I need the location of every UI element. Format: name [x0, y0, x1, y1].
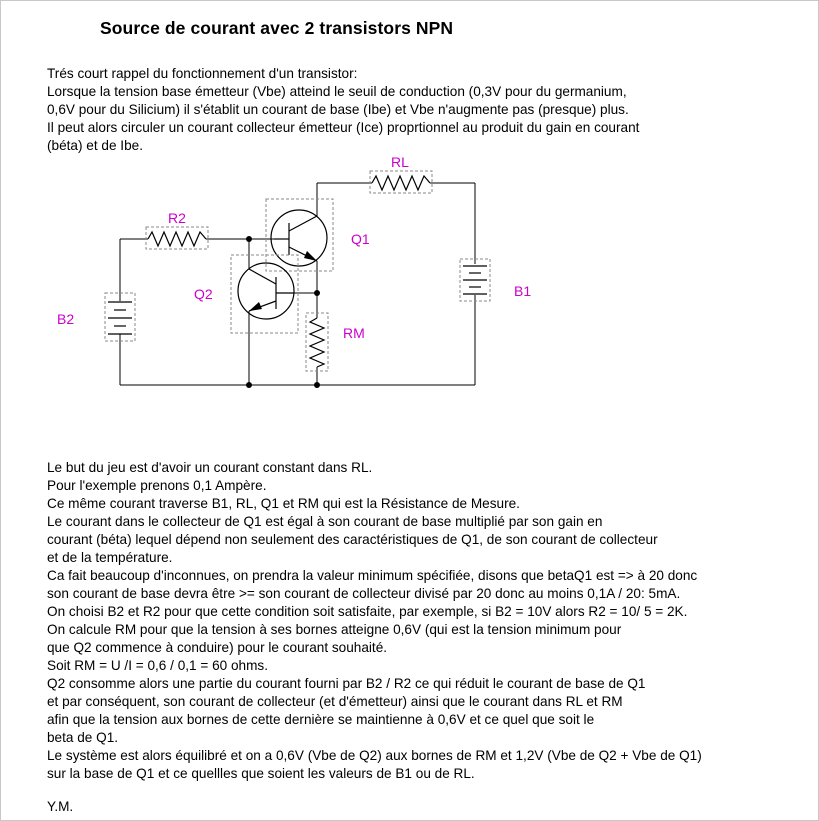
label-rl: RL [391, 154, 409, 170]
intro-line: Trés court rappel du fonctionnement d'un transistor: [47, 66, 358, 81]
body-line: et par conséquent, son courant de collecteur (et d'émetteur) ainsi que le courant dans RL et RM [47, 694, 623, 709]
body-line: Le courant dans le collecteur de Q1 est égal à son courant de base multiplié par son gain en [47, 514, 603, 529]
body-line: et de la température. [47, 550, 173, 565]
junction-dot [314, 382, 320, 388]
body-line: Pour l'exemple prenons 0,1 Ampère. [47, 478, 267, 493]
resistor-rl [370, 171, 432, 193]
label-rm: RM [343, 325, 365, 341]
body-line: afin que la tension aux bornes de cette dernière se maintienne à 0,6V et ce quel que soit le [47, 712, 595, 727]
transistor-q2 [231, 255, 298, 333]
page-title: Source de courant avec 2 transistors NPN [100, 18, 454, 38]
body-line: que Q2 commence à conduire) pour le courant souhaité. [47, 640, 388, 655]
body-line: beta de Q1. [47, 730, 119, 745]
intro-line: 0,6V pour du Silicium) il s'établit un courant de base (Ibe) et Vbe n'augmente pas (presque) plus. [47, 102, 629, 117]
junction-dot [246, 382, 252, 388]
intro-line: Lorsque la tension base émetteur (Vbe) atteind le seuil de conduction (0,3V pour du germanium, [47, 84, 627, 99]
body-line: Le but du jeu est d'avoir un courant constant dans RL. [47, 460, 373, 475]
label-b2: B2 [57, 311, 75, 327]
resistor-rm [306, 313, 328, 371]
body-line: sur la base de Q1 et ce quellles que soient les valeurs de B1 ou de RL. [47, 766, 475, 781]
body-line: courant (béta) lequel dépend non seulement des caractéristiques de Q1, de son courant de collecteur [47, 532, 658, 547]
label-b1: B1 [514, 283, 532, 299]
signature: Y.M. [47, 799, 74, 814]
body-line: On calcule RM pour que la tension à ses bornes atteigne 0,6V (qui est la tension minimum pour [47, 622, 622, 637]
body-line: son courant de base devra être >= son courant de collecteur divisé par 20 donc au moins 0,1A / 20: 5mA. [47, 586, 681, 601]
intro-line: (béta) et de Ibe. [47, 138, 143, 153]
label-q2: Q2 [194, 286, 213, 302]
junction-dot [314, 290, 320, 296]
intro-line: Il peut alors circuler un courant collecteur émetteur (Ice) proprtionnel au produit du gain en courant [47, 120, 640, 135]
battery-b1 [460, 259, 490, 301]
label-r2: R2 [168, 210, 186, 226]
body-line: Le système est alors équilibré et on a 0,6V (Vbe de Q2) aux bornes de RM et 1,2V (Vbe de Q2 + Vbe de Q1) [47, 748, 702, 763]
body-line: Q2 consomme alors une partie du courant fourni par B2 / R2 ce qui réduit le courant de base de Q1 [47, 676, 646, 691]
body-line: On choisi B2 et R2 pour que cette condition soit satisfaite, par exemple, si B2 = 10V alors R2 = 10/ 5 = 2K. [47, 604, 688, 619]
circuit-schematic [1, 1, 819, 461]
transistor-q1 [266, 199, 333, 271]
label-q1: Q1 [351, 231, 370, 247]
junction-dot [246, 236, 252, 242]
body-line: Ca fait beaucoup d'inconnues, on prendra la valeur minimum spécifiée, disons que betaQ1 est => à 20 donc [47, 568, 698, 583]
resistor-r2 [146, 227, 208, 249]
body-text [47, 459, 702, 783]
body-line: Ce même courant traverse B1, RL, Q1 et RM qui est la Résistance de Mesure. [47, 496, 520, 511]
body-line: Soit RM = U /I = 0,6 / 0,1 = 60 ohms. [47, 658, 269, 673]
